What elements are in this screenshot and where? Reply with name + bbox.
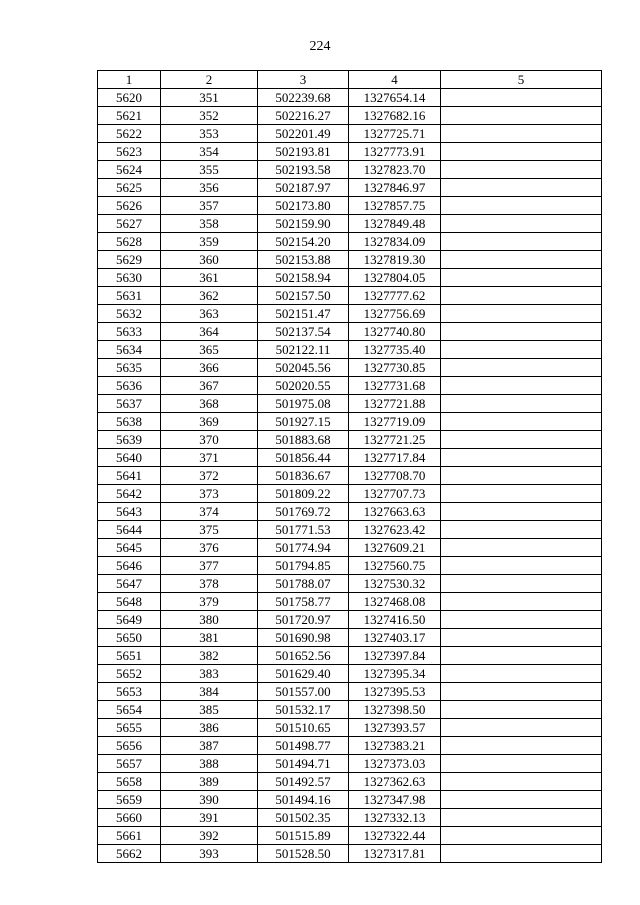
row-number-cell: 5635 — [98, 359, 161, 377]
y-coordinate-cell: 1327468.08 — [349, 593, 441, 611]
row-number-cell: 5620 — [98, 89, 161, 107]
table-row — [98, 197, 602, 215]
table-row — [98, 251, 602, 269]
row-number-cell: 5639 — [98, 431, 161, 449]
point-number-cell: 375 — [161, 521, 258, 539]
point-number-cell: 393 — [161, 845, 258, 863]
row-number-cell: 5649 — [98, 611, 161, 629]
note-cell — [441, 665, 602, 683]
note-cell — [441, 377, 602, 395]
row-number-cell: 5648 — [98, 593, 161, 611]
point-number-cell: 385 — [161, 701, 258, 719]
x-coordinate-cell: 501883.68 — [258, 431, 349, 449]
table-row — [98, 773, 602, 791]
x-coordinate-cell: 501758.77 — [258, 593, 349, 611]
column-header-1: 1 — [98, 71, 161, 89]
y-coordinate-cell: 1327717.84 — [349, 449, 441, 467]
y-coordinate-cell: 1327846.97 — [349, 179, 441, 197]
table-row — [98, 107, 602, 125]
note-cell — [441, 629, 602, 647]
x-coordinate-cell: 501498.77 — [258, 737, 349, 755]
y-coordinate-cell: 1327347.98 — [349, 791, 441, 809]
table-row — [98, 503, 602, 521]
column-header-4: 4 — [349, 71, 441, 89]
x-coordinate-cell: 501788.07 — [258, 575, 349, 593]
point-number-cell: 351 — [161, 89, 258, 107]
point-number-cell: 356 — [161, 179, 258, 197]
x-coordinate-cell: 501528.50 — [258, 845, 349, 863]
point-number-cell: 362 — [161, 287, 258, 305]
note-cell — [441, 773, 602, 791]
table-row — [98, 683, 602, 701]
point-number-cell: 361 — [161, 269, 258, 287]
row-number-cell: 5633 — [98, 323, 161, 341]
row-number-cell: 5656 — [98, 737, 161, 755]
x-coordinate-cell: 501492.57 — [258, 773, 349, 791]
table-row — [98, 215, 602, 233]
note-cell — [441, 197, 602, 215]
point-number-cell: 363 — [161, 305, 258, 323]
note-cell — [441, 431, 602, 449]
note-cell — [441, 341, 602, 359]
table-body — [98, 89, 602, 863]
table-row — [98, 755, 602, 773]
row-number-cell: 5651 — [98, 647, 161, 665]
y-coordinate-cell: 1327834.09 — [349, 233, 441, 251]
header-row — [98, 71, 602, 89]
point-number-cell: 367 — [161, 377, 258, 395]
note-cell — [441, 503, 602, 521]
table-row — [98, 485, 602, 503]
row-number-cell: 5658 — [98, 773, 161, 791]
table-row — [98, 395, 602, 413]
table-row — [98, 701, 602, 719]
y-coordinate-cell: 1327735.40 — [349, 341, 441, 359]
point-number-cell: 370 — [161, 431, 258, 449]
point-number-cell: 390 — [161, 791, 258, 809]
table-row — [98, 125, 602, 143]
table-header — [98, 71, 602, 89]
point-number-cell: 355 — [161, 161, 258, 179]
y-coordinate-cell: 1327560.75 — [349, 557, 441, 575]
row-number-cell: 5641 — [98, 467, 161, 485]
table-row — [98, 665, 602, 683]
y-coordinate-cell: 1327398.50 — [349, 701, 441, 719]
y-coordinate-cell: 1327322.44 — [349, 827, 441, 845]
row-number-cell: 5652 — [98, 665, 161, 683]
row-number-cell: 5624 — [98, 161, 161, 179]
x-coordinate-cell: 501856.44 — [258, 449, 349, 467]
row-number-cell: 5647 — [98, 575, 161, 593]
x-coordinate-cell: 502201.49 — [258, 125, 349, 143]
x-coordinate-cell: 501771.53 — [258, 521, 349, 539]
note-cell — [441, 845, 602, 863]
note-cell — [441, 701, 602, 719]
note-cell — [441, 827, 602, 845]
row-number-cell: 5646 — [98, 557, 161, 575]
note-cell — [441, 143, 602, 161]
note-cell — [441, 125, 602, 143]
point-number-cell: 366 — [161, 359, 258, 377]
point-number-cell: 377 — [161, 557, 258, 575]
row-number-cell: 5650 — [98, 629, 161, 647]
x-coordinate-cell: 502045.56 — [258, 359, 349, 377]
note-cell — [441, 593, 602, 611]
table-row — [98, 143, 602, 161]
row-number-cell: 5659 — [98, 791, 161, 809]
y-coordinate-cell: 1327773.91 — [349, 143, 441, 161]
point-number-cell: 380 — [161, 611, 258, 629]
y-coordinate-cell: 1327756.69 — [349, 305, 441, 323]
note-cell — [441, 251, 602, 269]
table-row — [98, 647, 602, 665]
x-coordinate-cell: 502193.58 — [258, 161, 349, 179]
row-number-cell: 5661 — [98, 827, 161, 845]
point-number-cell: 389 — [161, 773, 258, 791]
note-cell — [441, 305, 602, 323]
x-coordinate-cell: 501629.40 — [258, 665, 349, 683]
x-coordinate-cell: 501774.94 — [258, 539, 349, 557]
point-number-cell: 381 — [161, 629, 258, 647]
y-coordinate-cell: 1327708.70 — [349, 467, 441, 485]
note-cell — [441, 467, 602, 485]
row-number-cell: 5631 — [98, 287, 161, 305]
point-number-cell: 368 — [161, 395, 258, 413]
y-coordinate-cell: 1327530.32 — [349, 575, 441, 593]
y-coordinate-cell: 1327719.09 — [349, 413, 441, 431]
point-number-cell: 359 — [161, 233, 258, 251]
x-coordinate-cell: 502157.50 — [258, 287, 349, 305]
row-number-cell: 5630 — [98, 269, 161, 287]
x-coordinate-cell: 501836.67 — [258, 467, 349, 485]
row-number-cell: 5627 — [98, 215, 161, 233]
x-coordinate-cell: 501515.89 — [258, 827, 349, 845]
y-coordinate-cell: 1327395.53 — [349, 683, 441, 701]
table-row — [98, 593, 602, 611]
table-row — [98, 269, 602, 287]
row-number-cell: 5660 — [98, 809, 161, 827]
x-coordinate-cell: 501652.56 — [258, 647, 349, 665]
y-coordinate-cell: 1327819.30 — [349, 251, 441, 269]
row-number-cell: 5623 — [98, 143, 161, 161]
point-number-cell: 365 — [161, 341, 258, 359]
point-number-cell: 371 — [161, 449, 258, 467]
row-number-cell: 5644 — [98, 521, 161, 539]
note-cell — [441, 215, 602, 233]
x-coordinate-cell: 502153.88 — [258, 251, 349, 269]
note-cell — [441, 737, 602, 755]
note-cell — [441, 269, 602, 287]
table-row — [98, 323, 602, 341]
table-row — [98, 467, 602, 485]
x-coordinate-cell: 501794.85 — [258, 557, 349, 575]
note-cell — [441, 539, 602, 557]
y-coordinate-cell: 1327416.50 — [349, 611, 441, 629]
y-coordinate-cell: 1327609.21 — [349, 539, 441, 557]
point-number-cell: 357 — [161, 197, 258, 215]
y-coordinate-cell: 1327654.14 — [349, 89, 441, 107]
y-coordinate-cell: 1327393.57 — [349, 719, 441, 737]
x-coordinate-cell: 502020.55 — [258, 377, 349, 395]
row-number-cell: 5654 — [98, 701, 161, 719]
note-cell — [441, 233, 602, 251]
row-number-cell: 5643 — [98, 503, 161, 521]
y-coordinate-cell: 1327804.05 — [349, 269, 441, 287]
row-number-cell: 5638 — [98, 413, 161, 431]
table-row — [98, 629, 602, 647]
x-coordinate-cell: 502151.47 — [258, 305, 349, 323]
x-coordinate-cell: 501809.22 — [258, 485, 349, 503]
point-number-cell: 386 — [161, 719, 258, 737]
y-coordinate-cell: 1327721.25 — [349, 431, 441, 449]
table-row — [98, 827, 602, 845]
y-coordinate-cell: 1327403.17 — [349, 629, 441, 647]
x-coordinate-cell: 502193.81 — [258, 143, 349, 161]
y-coordinate-cell: 1327857.75 — [349, 197, 441, 215]
row-number-cell: 5626 — [98, 197, 161, 215]
table-row — [98, 161, 602, 179]
row-number-cell: 5636 — [98, 377, 161, 395]
row-number-cell: 5629 — [98, 251, 161, 269]
note-cell — [441, 449, 602, 467]
table-row — [98, 341, 602, 359]
point-number-cell: 378 — [161, 575, 258, 593]
row-number-cell: 5657 — [98, 755, 161, 773]
note-cell — [441, 809, 602, 827]
table-row — [98, 359, 602, 377]
x-coordinate-cell: 502158.94 — [258, 269, 349, 287]
point-number-cell: 358 — [161, 215, 258, 233]
x-coordinate-cell: 501494.71 — [258, 755, 349, 773]
row-number-cell: 5645 — [98, 539, 161, 557]
x-coordinate-cell: 501557.00 — [258, 683, 349, 701]
y-coordinate-cell: 1327397.84 — [349, 647, 441, 665]
y-coordinate-cell: 1327383.21 — [349, 737, 441, 755]
point-number-cell: 352 — [161, 107, 258, 125]
row-number-cell: 5655 — [98, 719, 161, 737]
x-coordinate-cell: 502154.20 — [258, 233, 349, 251]
note-cell — [441, 89, 602, 107]
row-number-cell: 5640 — [98, 449, 161, 467]
table-row — [98, 287, 602, 305]
column-header-2: 2 — [161, 71, 258, 89]
x-coordinate-cell: 501510.65 — [258, 719, 349, 737]
y-coordinate-cell: 1327663.63 — [349, 503, 441, 521]
table-row — [98, 737, 602, 755]
table-row — [98, 809, 602, 827]
y-coordinate-cell: 1327362.63 — [349, 773, 441, 791]
row-number-cell: 5632 — [98, 305, 161, 323]
table-row — [98, 611, 602, 629]
row-number-cell: 5621 — [98, 107, 161, 125]
point-number-cell: 382 — [161, 647, 258, 665]
y-coordinate-cell: 1327777.62 — [349, 287, 441, 305]
y-coordinate-cell: 1327721.88 — [349, 395, 441, 413]
x-coordinate-cell: 501975.08 — [258, 395, 349, 413]
row-number-cell: 5642 — [98, 485, 161, 503]
row-number-cell: 5634 — [98, 341, 161, 359]
point-number-cell: 379 — [161, 593, 258, 611]
point-number-cell: 388 — [161, 755, 258, 773]
x-coordinate-cell: 501532.17 — [258, 701, 349, 719]
y-coordinate-cell: 1327731.68 — [349, 377, 441, 395]
y-coordinate-cell: 1327730.85 — [349, 359, 441, 377]
row-number-cell: 5637 — [98, 395, 161, 413]
table-row — [98, 305, 602, 323]
point-number-cell: 374 — [161, 503, 258, 521]
point-number-cell: 354 — [161, 143, 258, 161]
table-row — [98, 539, 602, 557]
note-cell — [441, 647, 602, 665]
table-row — [98, 521, 602, 539]
note-cell — [441, 611, 602, 629]
x-coordinate-cell: 501720.97 — [258, 611, 349, 629]
table-row — [98, 89, 602, 107]
row-number-cell: 5622 — [98, 125, 161, 143]
table-row — [98, 431, 602, 449]
note-cell — [441, 791, 602, 809]
point-number-cell: 383 — [161, 665, 258, 683]
row-number-cell: 5653 — [98, 683, 161, 701]
y-coordinate-cell: 1327682.16 — [349, 107, 441, 125]
note-cell — [441, 557, 602, 575]
point-number-cell: 392 — [161, 827, 258, 845]
note-cell — [441, 287, 602, 305]
table-row — [98, 233, 602, 251]
x-coordinate-cell: 501769.72 — [258, 503, 349, 521]
table-row — [98, 377, 602, 395]
note-cell — [441, 683, 602, 701]
note-cell — [441, 485, 602, 503]
column-header-5: 5 — [441, 71, 602, 89]
row-number-cell: 5628 — [98, 233, 161, 251]
note-cell — [441, 413, 602, 431]
y-coordinate-cell: 1327707.73 — [349, 485, 441, 503]
x-coordinate-cell: 501690.98 — [258, 629, 349, 647]
point-number-cell: 384 — [161, 683, 258, 701]
note-cell — [441, 359, 602, 377]
note-cell — [441, 107, 602, 125]
y-coordinate-cell: 1327623.42 — [349, 521, 441, 539]
table-row — [98, 179, 602, 197]
note-cell — [441, 575, 602, 593]
x-coordinate-cell: 501502.35 — [258, 809, 349, 827]
point-number-cell: 353 — [161, 125, 258, 143]
point-number-cell: 372 — [161, 467, 258, 485]
note-cell — [441, 161, 602, 179]
x-coordinate-cell: 502122.11 — [258, 341, 349, 359]
y-coordinate-cell: 1327823.70 — [349, 161, 441, 179]
point-number-cell: 360 — [161, 251, 258, 269]
column-header-3: 3 — [258, 71, 349, 89]
table-row — [98, 719, 602, 737]
x-coordinate-cell: 502173.80 — [258, 197, 349, 215]
point-number-cell: 376 — [161, 539, 258, 557]
point-number-cell: 387 — [161, 737, 258, 755]
x-coordinate-cell: 501927.15 — [258, 413, 349, 431]
y-coordinate-cell: 1327849.48 — [349, 215, 441, 233]
point-number-cell: 391 — [161, 809, 258, 827]
table-row — [98, 449, 602, 467]
table-row — [98, 791, 602, 809]
x-coordinate-cell: 502137.54 — [258, 323, 349, 341]
note-cell — [441, 521, 602, 539]
y-coordinate-cell: 1327317.81 — [349, 845, 441, 863]
y-coordinate-cell: 1327373.03 — [349, 755, 441, 773]
note-cell — [441, 719, 602, 737]
point-number-cell: 369 — [161, 413, 258, 431]
note-cell — [441, 755, 602, 773]
table-row — [98, 557, 602, 575]
y-coordinate-cell: 1327395.34 — [349, 665, 441, 683]
y-coordinate-cell: 1327740.80 — [349, 323, 441, 341]
page-number: 224 — [309, 39, 331, 54]
x-coordinate-cell: 501494.16 — [258, 791, 349, 809]
x-coordinate-cell: 502187.97 — [258, 179, 349, 197]
x-coordinate-cell: 502216.27 — [258, 107, 349, 125]
point-number-cell: 364 — [161, 323, 258, 341]
table-row — [98, 845, 602, 863]
x-coordinate-cell: 502239.68 — [258, 89, 349, 107]
x-coordinate-cell: 502159.90 — [258, 215, 349, 233]
table-row — [98, 413, 602, 431]
note-cell — [441, 323, 602, 341]
point-number-cell: 373 — [161, 485, 258, 503]
row-number-cell: 5662 — [98, 845, 161, 863]
y-coordinate-cell: 1327332.13 — [349, 809, 441, 827]
coordinates-table — [97, 70, 602, 863]
note-cell — [441, 395, 602, 413]
row-number-cell: 5625 — [98, 179, 161, 197]
table-row — [98, 575, 602, 593]
y-coordinate-cell: 1327725.71 — [349, 125, 441, 143]
note-cell — [441, 179, 602, 197]
